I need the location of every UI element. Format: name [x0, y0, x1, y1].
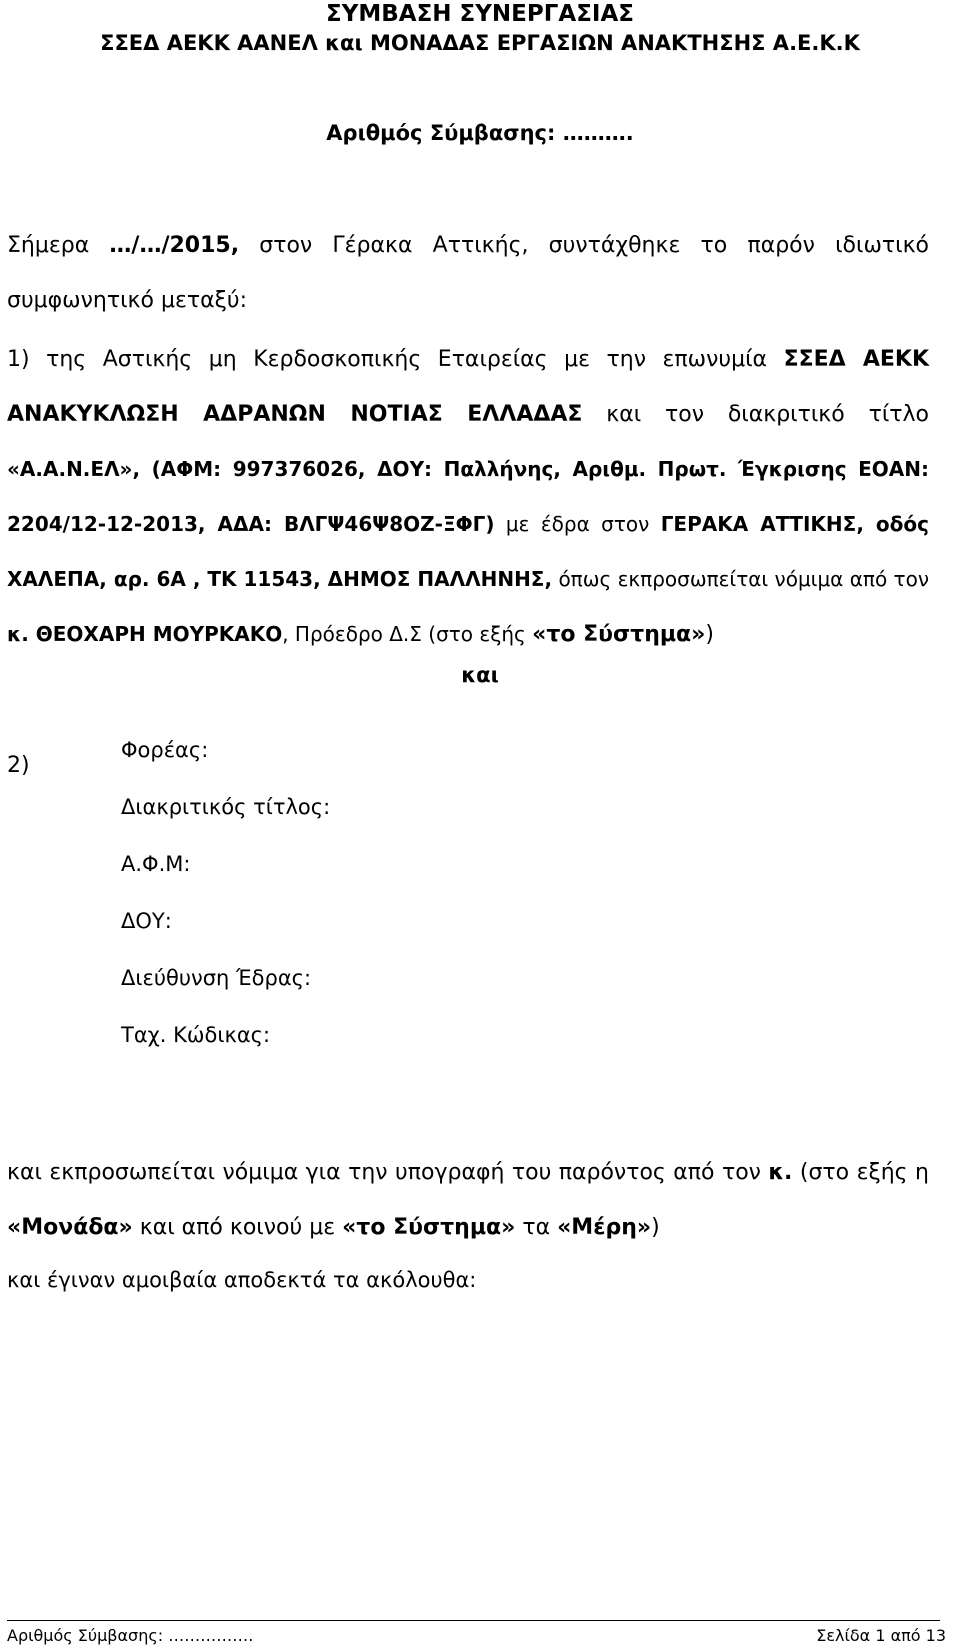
party2-number: 2): [7, 753, 30, 778]
party1-text-4: όπως εκπροσωπείται νόμιμα από τον: [552, 567, 930, 591]
party1-paragraph: [7, 332, 929, 662]
party2-field-doy: ΔΟΥ:: [121, 909, 172, 933]
party1-text-6: ): [705, 622, 714, 647]
footer-page-number: Σελίδα 1 από 13: [816, 1626, 946, 1645]
intro-paragraph: [7, 218, 929, 328]
party2-field-entity: Φορέας:: [121, 738, 209, 762]
party1-registration: «Α.Α.Ν.ΕΛ», (ΑΦΜ: 997376026, ΔΟΥ: Παλλήνης, Αριθμ. Πρωτ. Έγκρισης ΕΟΑΝ: 2204/12-12-2013, ΑΔΑ: ΒΛΓΨ46Ψ8ΟΖ-ΞΦΓ): [7, 457, 929, 536]
agreed-statement: και έγιναν αμοιβαία αποδεκτά τα ακόλουθα:: [7, 1268, 477, 1292]
and-separator: και: [461, 663, 499, 687]
party1-company-name: ΣΣΕΔ ΑΕΚΚ ΑΝΑΚΥΚΛΩΣΗ ΑΔΡΑΝΩΝ ΝΟΤΙΑΣ ΕΛΛΑΔΑΣ: [7, 347, 930, 427]
party1-text-2: και τον διακριτικό τίτλο: [582, 402, 929, 427]
intro-date: …/…/2015,: [109, 233, 240, 258]
party2-field-title: Διακριτικός τίτλος:: [121, 795, 331, 819]
party2-field-afm: Α.Φ.Μ:: [121, 852, 191, 876]
intro-rest: στον Γέρακα Αττικής, συντάχθηκε το παρόν ιδιωτικό συμφωνητικό μεταξύ:: [7, 233, 929, 313]
rep-text-4: τα: [515, 1215, 558, 1240]
rep-text-5: ): [651, 1215, 660, 1240]
party1-alias: «το Σύστημα»: [532, 622, 706, 647]
party1-text-5: , Πρόεδρο Δ.Σ (στο εξής: [282, 622, 533, 646]
rep-text-1: και εκπροσωπείται νόμιμα για την υπογραφή του παρόντος από τον: [7, 1160, 769, 1185]
rep-parties-alias: «Μέρη»: [557, 1215, 652, 1240]
representation-paragraph: [7, 1145, 929, 1255]
footer-contract-number: Αριθμός Σύμβασης: …………….: [7, 1626, 254, 1645]
rep-unit-alias: «Μονάδα»: [7, 1215, 133, 1240]
party1-text-3: με έδρα στον: [494, 512, 661, 536]
party2-field-postcode: Ταχ. Κώδικας:: [121, 1023, 271, 1047]
party1-address: ΓΕΡΑΚΑ ΑΤΤΙΚΗΣ, οδός ΧΑΛΕΠΑ, αρ. 6Α , ΤΚ 11543, ΔΗΜΟΣ ΠΑΛΛΗΝΗΣ,: [7, 512, 929, 591]
party1-text-1: 1) της Αστικής μη Κερδοσκοπικής Εταιρείας με την επωνυμία: [7, 347, 784, 372]
party1-representative: κ. ΘΕΟΧΑΡΗ ΜΟΥΡΚΑΚΟ: [7, 622, 283, 646]
rep-bold-1: κ.: [768, 1160, 793, 1185]
rep-system-alias: «το Σύστημα»: [342, 1215, 516, 1240]
contract-number: Αριθμός Σύμβασης: ……….: [326, 121, 634, 145]
document-subtitle: ΣΣΕΔ ΑΕΚΚ ΑΑΝΕΛ και ΜΟΝΑΔΑΣ ΕΡΓΑΣΙΩΝ ΑΝΑΚΤΗΣΗΣ Α.Ε.Κ.Κ: [100, 31, 860, 55]
footer-divider: [7, 1620, 940, 1621]
intro-prefix: Σήμερα: [7, 233, 110, 258]
rep-text-3: και από κοινού με: [132, 1215, 343, 1240]
document-title: ΣΥΜΒΑΣΗ ΣΥΝΕΡΓΑΣΙΑΣ: [326, 1, 634, 27]
party2-field-address: Διεύθυνση Έδρας:: [121, 966, 312, 990]
rep-text-2: (στο εξής η: [792, 1160, 929, 1185]
